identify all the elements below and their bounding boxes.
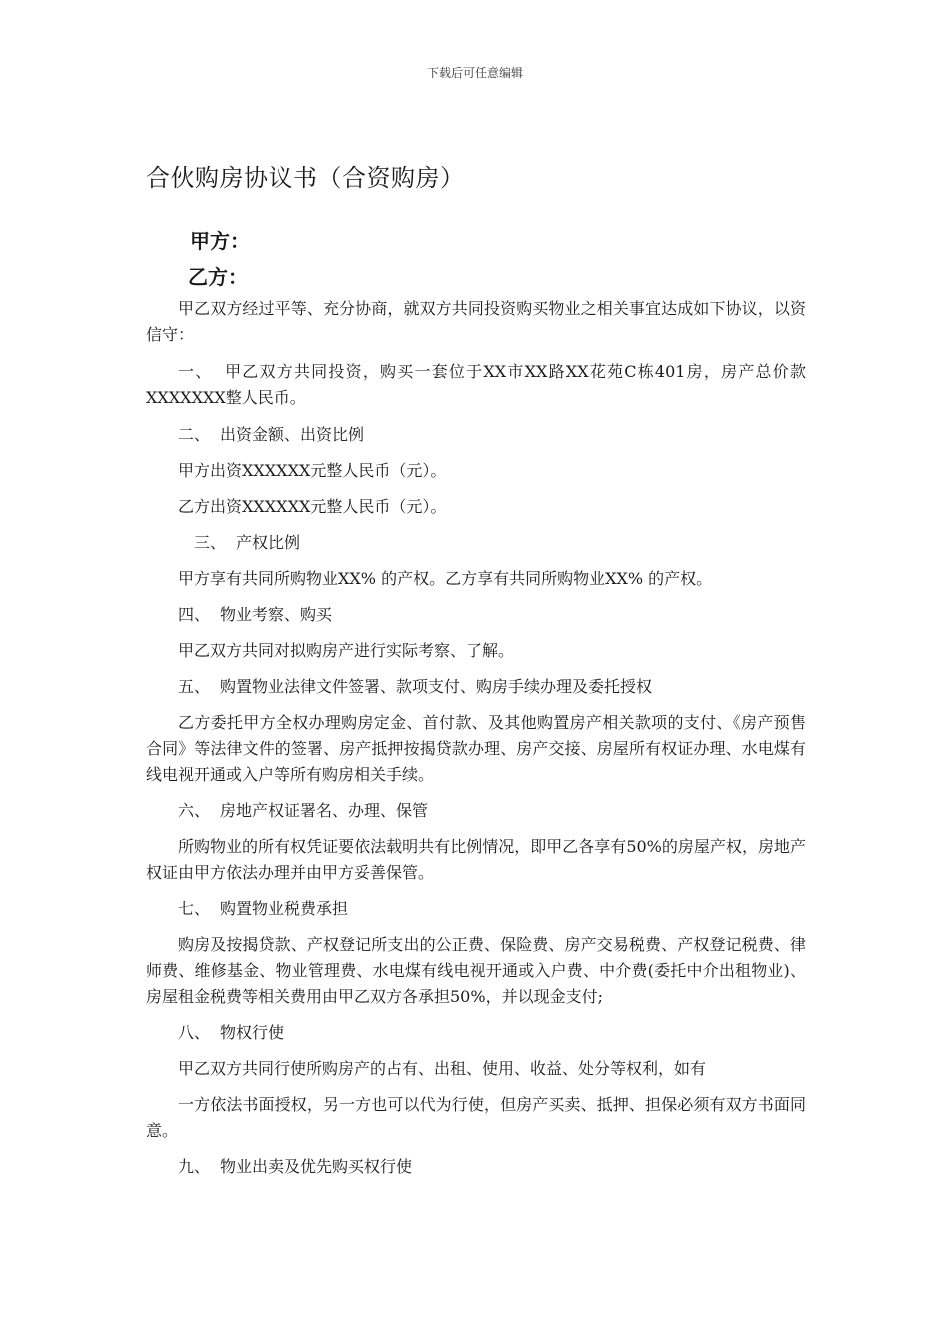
section-1-text: 甲乙双方共同投资，购买一套位于XX市XX路XX花苑C栋401房，房产总价款XXXXXXX整人民币。 (146, 362, 806, 407)
section-9-heading (146, 1154, 806, 1180)
party-a-label: 甲方： (190, 229, 250, 253)
section-1-number: 一、 (178, 362, 213, 381)
section-8-title: 物权行使 (220, 1023, 285, 1042)
section-8-line-1: 甲乙双方共同行使所购房产的占有、出租、使用、收益、处分等权利，如有 (178, 1059, 707, 1078)
section-3-number: 三、 (194, 533, 227, 552)
section-2-line-1: 甲方出资XXXXXX元整人民币（元）。 (178, 461, 447, 480)
section-4-number: 四、 (178, 605, 211, 624)
section-9-title: 物业出卖及优先购买权行使 (220, 1157, 413, 1176)
section-6-title: 房地产权证署名、办理、保管 (220, 801, 429, 820)
section-3-title: 产权比例 (236, 533, 301, 552)
section-4-heading (146, 602, 806, 628)
section-2-title: 出资金额、出资比例 (220, 425, 365, 444)
section-2-line-2: 乙方出资XXXXXX元整人民币（元）。 (178, 497, 447, 516)
section-2-number: 二、 (178, 425, 211, 444)
section-5-title: 购置物业法律文件签署、款项支付、购房手续办理及委托授权 (220, 677, 653, 696)
section-8-number: 八、 (178, 1023, 211, 1042)
document-title: 合伙购房协议书（合资购房） (146, 164, 465, 192)
document-body (146, 296, 806, 1180)
party-b-label: 乙方： (188, 265, 248, 289)
section-2-heading (146, 422, 806, 448)
section-4-line-1: 甲乙双方共同对拟购房产进行实际考察、了解。 (178, 641, 515, 660)
section-6-paragraph: 所购物业的所有权凭证要依法载明共有比例情况，即甲乙各享有50%的房屋产权，房地产权证由甲方依法办理并由甲方妥善保管。 (146, 837, 806, 882)
section-7-paragraph: 购房及按揭贷款、产权登记所支出的公正费、保险费、房产交易税费、产权登记税费、律师费、维修基金、物业管理费、水电煤有线电视开通或入户费、中介费(委托中介出租物业)、房屋租金税费等相关费用由甲乙双方各承担50%，并以现金支付; (146, 935, 806, 1006)
section-7-title: 购置物业税费承担 (220, 899, 349, 918)
section-3-heading (146, 530, 806, 556)
section-4-title: 物业考察、购买 (220, 605, 333, 624)
section-5-paragraph: 乙方委托甲方全权办理购房定金、首付款、及其他购置房产相关款项的支付、《房产预售合同》等法律文件的签署、房产抵押按揭贷款办理、房产交接、房屋所有权证办理、水电煤有线电视开通或入户等所有购房相关手续。 (146, 713, 806, 784)
section-7-number: 七、 (178, 899, 211, 918)
section-6-number: 六、 (178, 801, 211, 820)
section-8-line-2: 一方依法书面授权，另一方也可以代为行使，但房产买卖、抵押、担保必须有双方书面同意。 (146, 1095, 806, 1140)
header-note: 下载后可任意编辑 (426, 66, 523, 80)
section-9-number: 九、 (178, 1157, 211, 1176)
section-1-paragraph (146, 359, 806, 411)
intro-paragraph: 甲乙双方经过平等、充分协商，就双方共同投资购买物业之相关事宜达成如下协议，以资信守： (146, 299, 806, 344)
section-3-line-1: 甲方享有共同所购物业XX% 的产权。乙方享有共同所购物业XX% 的产权。 (178, 569, 713, 588)
section-5-number: 五、 (178, 677, 211, 696)
section-8-heading (146, 1020, 806, 1046)
section-5-heading (146, 674, 806, 700)
section-7-heading (146, 896, 806, 922)
section-6-heading (146, 798, 806, 824)
